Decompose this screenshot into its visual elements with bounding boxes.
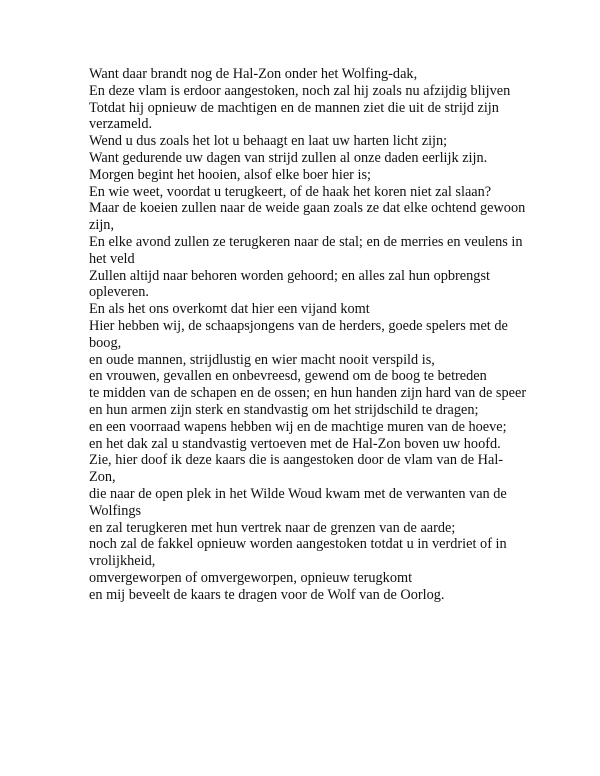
poem-line: die naar de open plek in het Wilde Woud kwam met de verwanten van de Wolfings [89, 485, 507, 519]
poem-line: en mij beveelt de kaars te dragen voor de Wolf van de Oorlog. [89, 586, 445, 603]
poem-line: Morgen begint het hooien, alsof elke boer hier is; [89, 166, 372, 183]
poem-line: En als het ons overkomt dat hier een vijand komt [89, 301, 370, 318]
poem-line: noch zal de fakkel opnieuw worden aangestoken totdat u in verdriet of in vrolijkheid, [89, 536, 507, 570]
poem-line: En elke avond zullen ze terugkeren naar de stal; en de merries en veulens in het veld [89, 233, 523, 267]
poem-line: Wend u dus zoals het lot u behaagt en laat uw harten licht zijn; [89, 133, 448, 150]
poem-line: en zal terugkeren met hun vertrek naar de grenzen van de aarde; [89, 519, 456, 536]
poem-line: Totdat hij opnieuw de machtigen en de mannen ziet die uit de strijd zijn verzameld. [89, 99, 499, 133]
poem-line: omvergeworpen of omvergeworpen, opnieuw terugkomt [89, 569, 413, 586]
poem-line: en het dak zal u standvastig vertoeven met de Hal-Zon boven uw hoofd. [89, 435, 501, 452]
poem-line: Zie, hier doof ik deze kaars die is aangestoken door de vlam van de Hal-Zon, [89, 452, 504, 486]
poem-line: Want gedurende uw dagen van strijd zullen al onze daden eerlijk zijn. [89, 149, 488, 166]
poem-line: Hier hebben wij, de schaapsjongens van de herders, goede spelers met de boog, [89, 317, 508, 351]
poem-line: Zullen altijd naar behoren worden gehoord; en alles zal hun opbrengst opleveren. [89, 267, 490, 301]
poem-text-block [89, 66, 529, 604]
poem-line: en een voorraad wapens hebben wij en de machtige muren van de hoeve; [89, 418, 507, 435]
poem-line: en oude mannen, strijdlustig en wier macht nooit verspild is, [89, 351, 435, 368]
poem-line: te midden van de schapen en de ossen; en hun handen zijn hard van de speer [89, 385, 527, 402]
poem-line: En deze vlam is erdoor aangestoken, noch zal hij zoals nu afzijdig blijven [89, 82, 511, 99]
poem-line: en hun armen zijn sterk en standvastig om het strijdschild te dragen; [89, 401, 479, 418]
poem-line: Want daar brandt nog de Hal-Zon onder het Wolfing-dak, [89, 66, 418, 82]
poem-line: Maar de koeien zullen naar de weide gaan zoals ze dat elke ochtend gewoon zijn, [89, 200, 526, 234]
poem-line: en vrouwen, gevallen en onbevreesd, gewend om de boog te betreden [89, 368, 487, 385]
poem-line: En wie weet, voordat u terugkeert, of de haak het koren niet zal slaan? [89, 183, 492, 200]
